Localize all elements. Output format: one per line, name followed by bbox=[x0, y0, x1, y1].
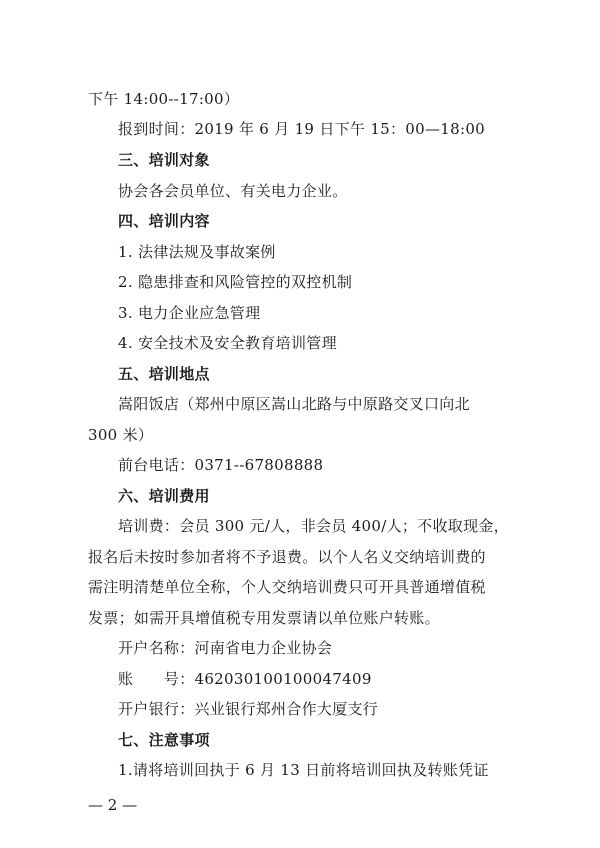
section-heading-notices: 七、注意事项 bbox=[118, 731, 210, 749]
fee-text-line-4: 发票；如需开具增值税专用发票请以单位账户转账。 bbox=[88, 609, 440, 627]
page-number: — 2 — bbox=[88, 796, 138, 814]
front-desk-phone: 前台电话：0371--67808888 bbox=[118, 456, 324, 474]
content-item: 1. 法律法规及事故案例 bbox=[118, 243, 276, 261]
section-heading-training-targets: 三、培训对象 bbox=[118, 151, 210, 169]
fee-text-line-3: 需注明清楚单位全称，个人交纳培训费只可开具普通增值税 bbox=[88, 578, 486, 596]
fee-text-line-1: 培训费：会员 300 元/人，非会员 400/人；不收取现金， bbox=[118, 517, 509, 535]
account-name: 开户名称：河南省电力企业协会 bbox=[118, 639, 333, 657]
fee-text-line-2: 报名后未按时参加者将不予退费。以个人名义交纳培训费的 bbox=[88, 548, 486, 566]
content-item: 3. 电力企业应急管理 bbox=[118, 304, 261, 322]
notice-text-line-1: 1.请将培训回执于 6 月 13 日前将培训回执及转账凭证 bbox=[118, 761, 489, 779]
bank-branch: 开户银行：兴业银行郑州合作大厦支行 bbox=[118, 700, 379, 718]
training-targets-text: 协会各会员单位、有关电力企业。 bbox=[118, 182, 348, 200]
location-text-line-1: 嵩阳饭店（郑州中原区嵩山北路与中原路交叉口向北 bbox=[118, 395, 470, 413]
section-heading-training-fees: 六、培训费用 bbox=[118, 487, 210, 505]
section-heading-training-content: 四、培训内容 bbox=[118, 212, 210, 230]
account-number: 账 号：462030100100047409 bbox=[118, 670, 372, 688]
content-item: 4. 安全技术及安全教育培训管理 bbox=[118, 334, 337, 352]
content-item: 2. 隐患排查和风险管控的双控机制 bbox=[118, 273, 353, 291]
training-time-continuation: 下午 14:00--17:00） bbox=[88, 90, 240, 108]
location-text-line-2: 300 米） bbox=[88, 426, 154, 444]
section-heading-training-location: 五、培训地点 bbox=[118, 365, 210, 383]
registration-time: 报到时间：2019 年 6 月 19 日下午 15：00—18:00 bbox=[118, 120, 486, 138]
